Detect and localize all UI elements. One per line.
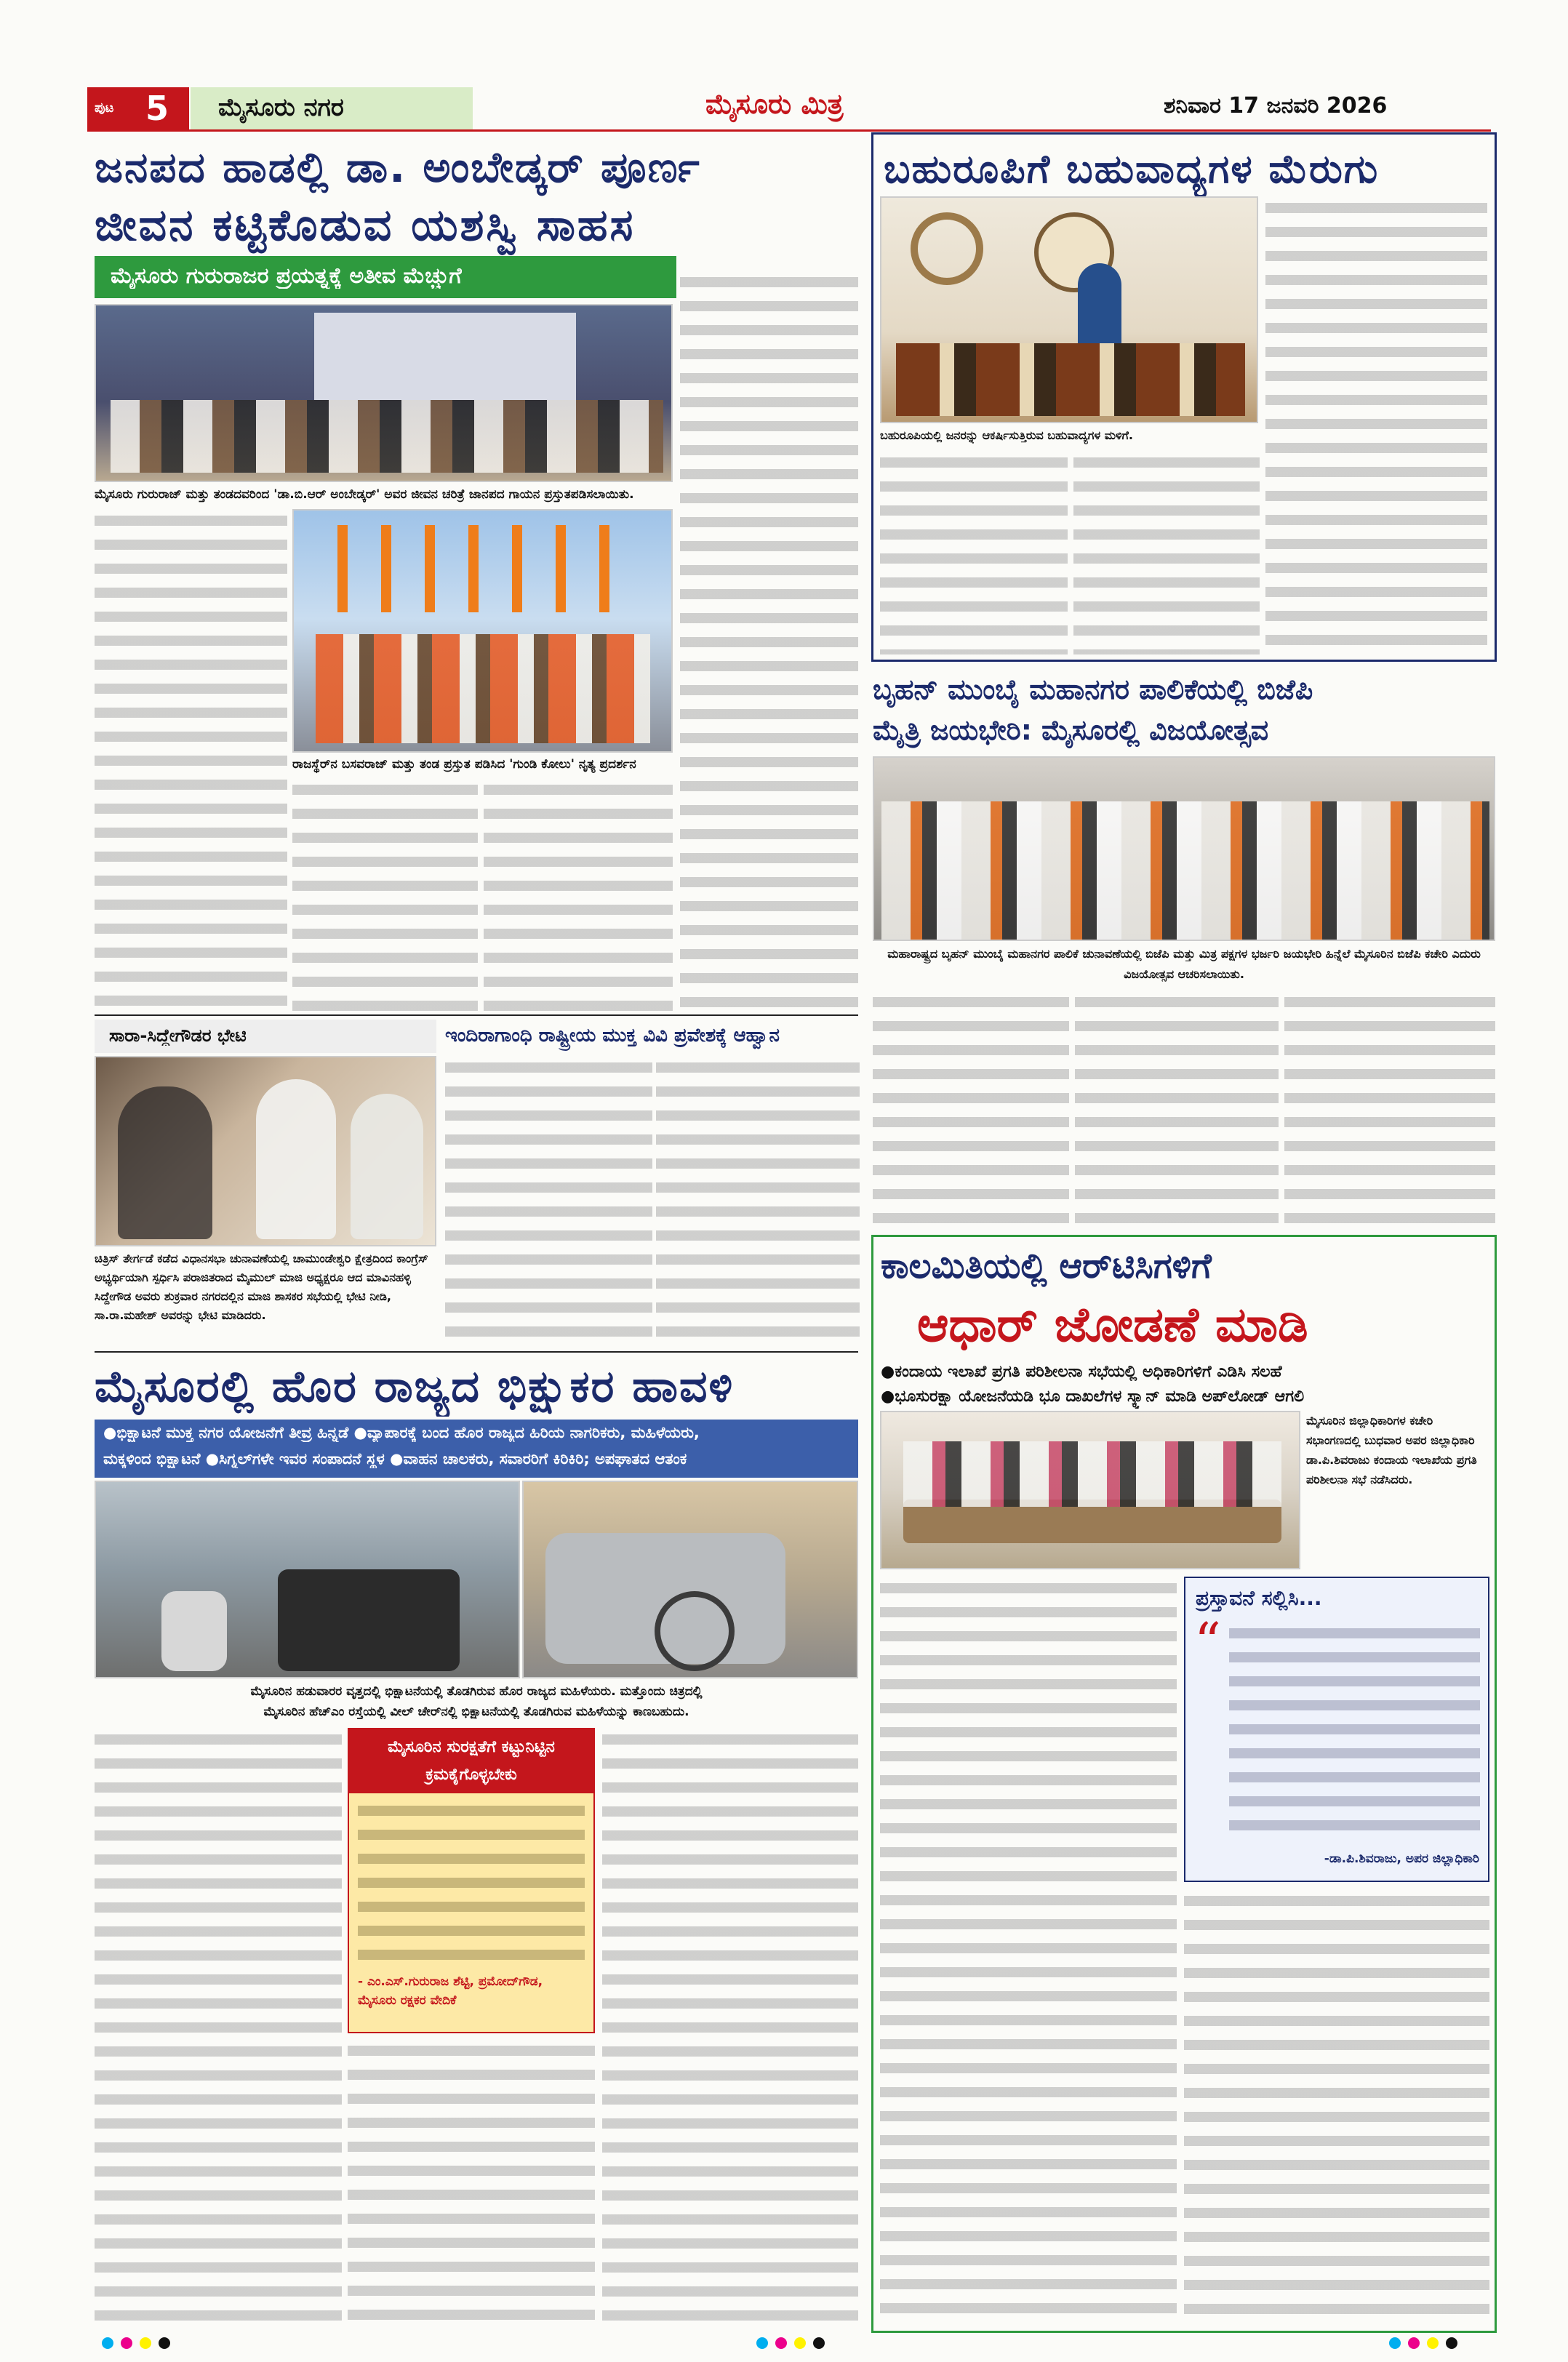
aadhaar-side-box — [1184, 1577, 1489, 1882]
print-marks-right — [1389, 2337, 1469, 2352]
aadhaar-bullet-2: ●ಭೂಸುರಕ್ಷಾ ಯೋಜನೆಯಡಿ ಭೂ ದಾಖಲೆಗಳ ಸ್ಕ್ಯಾನ್ ಮಾಡಿ ಅಪ್‌ಲೋಡ್ ಆಗಲಿ — [881, 1388, 1305, 1406]
dancers-shape — [316, 634, 650, 743]
lead-deck — [95, 256, 676, 298]
bjp-body-col1 — [873, 990, 1069, 1230]
masthead — [0, 80, 1568, 131]
beggars-body-col2 — [348, 2039, 595, 2330]
masthead-date: ಶನಿವಾರ 17 ಜನವರಿ 2026 — [1164, 93, 1388, 119]
meeting-people — [903, 1441, 1281, 1507]
bjp-body-col2 — [1075, 990, 1279, 1230]
bjp-headline-line1: ಬೃಹನ್ ಮುಂಬೈ ಮಹಾನಗರ ಪಾಲಿಕೆಯಲ್ಲಿ ಬಿಜೆಪಿ — [873, 673, 1313, 705]
beggars-photo-2 — [522, 1481, 858, 1678]
beggars-photo-1 — [95, 1481, 520, 1678]
people-shape-2 — [256, 1079, 336, 1239]
page-label-box — [87, 87, 189, 129]
music-body-col2 — [1073, 451, 1260, 654]
reg-dot — [794, 2337, 806, 2349]
univ-body-col2 — [656, 1056, 860, 1347]
dance-flags — [337, 525, 628, 612]
print-marks-center — [756, 2337, 836, 2352]
quote-icon: “ — [1194, 1612, 1221, 1673]
aadhaar-headline: ಆಧಾರ್ ಜೋಡಣೆ ಮಾಡಿ — [917, 1297, 1308, 1353]
reg-dot — [813, 2337, 825, 2349]
reg-dot — [102, 2337, 113, 2349]
lead-body-col4 — [680, 271, 858, 1012]
reg-dot — [756, 2337, 768, 2349]
univ-body-col1 — [445, 1056, 652, 1347]
sidebar-heading: ಮೈಸೂರಿನ ಸುರಕ್ಷತೆಗೆ ಕಟ್ಟುನಿಟ್ಟಿನ ಕ್ರಮಕೈಗೊಳ್ಳಬೇಕು — [388, 1738, 555, 1784]
beggars-body-col3 — [602, 1728, 858, 2331]
beggars-sidebar — [348, 1728, 595, 2033]
wheelchair-shape — [655, 1591, 735, 1671]
music-body-col1 — [880, 451, 1068, 654]
jeep-shape — [278, 1569, 460, 1671]
lead-body-col3 — [484, 778, 673, 1011]
lead-photo-1-caption: ಮೈಸೂರು ಗುರುರಾಜ್ ಮತ್ತು ತಂಡದವರಿಂದ 'ಡಾ.ಬಿ.ಆರ್ ಅಂಬೇಡ್ಕರ್' ಅವರ ಜೀವನ ಚರಿತ್ರೆ ಜಾನಪದ ಗಾಯನ ಪ್ರಸ್ತುತಪಡಿಸಲಾಯಿತು. — [95, 487, 634, 502]
saaraa-caption: ಚಿತ್ರಿಸ್ ತೇರ್ಗಡೆ ಕಡೆದ ವಿಧಾನಸಭಾ ಚುನಾವಣೆಯಲ್ಲಿ ಚಾಮುಂಡೇಶ್ವರಿ ಕ್ಷೇತ್ರದಿಂದ ಕಾಂಗ್ರೆಸ್ ಅಭ್ಯರ್ಥಿಯಾಗಿ ಸ್ಪರ್ಧಿಸಿ ಪರಾಜಿತರಾದ ಮೈಮುಲ್ ಮಾಜಿ ಅಧ್ಯಕ್ಷರೂ ಆದ ಮಾವಿನಹಳ್ಳಿ ಸಿದ್ದೇಗೌಡ ಅವರು ಶುಕ್ರವಾರ ನಗರದಲ್ಲಿನ ಮಾಜಿ ಶಾಸಕರ ಸಭೆಯಲ್ಲಿ ಭೇಟಿ ನೀಡಿ, ಸಾ.ರಾ.ಮಹೇಶ್ ಅವರನ್ನು ಭೇಟಿ ಮಾಡಿದರು. — [95, 1252, 428, 1322]
saaraa-label-box — [95, 1020, 436, 1053]
beggars-caption-2: ಮೈಸೂರಿನ ಹೆಚ್‌ಎಂ ರಸ್ತೆಯಲ್ಲಿ ವೀಲ್ ಚೇರ್‌ನಲ್ಲಿ ಭಿಕ್ಷಾಟನೆಯಲ್ಲಿ ತೊಡಗಿರುವ ಮಹಿಳೆಯನ್ನು ಕಾಣಬಹುದು. — [263, 1705, 689, 1719]
scooter-shape — [161, 1591, 227, 1671]
saaraa-label: ಸಾರಾ-ಸಿದ್ದೇಗೌಡರ ಭೇಟಿ — [109, 1025, 247, 1046]
reg-dot — [1427, 2337, 1439, 2349]
beggars-bullet-1: ●ಭಿಕ್ಷಾಟನೆ ಮುಕ್ತ ನಗರ ಯೋಜನೆಗೆ ತೀವ್ರ ಹಿನ್ನಡೆ ●ವ್ಯಾಪಾರಕ್ಕೆ ಬಂದ ಹೊರ ರಾಜ್ಯದ ಹಿರಿಯ ನಾಗರಿಕರು, ಮಹಿಳೆಯರು, — [103, 1424, 700, 1441]
crowd-shape — [881, 801, 1489, 940]
lead-photo-2-caption: ರಾಜಸ್ಥೆರ್‌ನ ಬಸವರಾಜ್ ಮತ್ತು ತಂಡ ಪ್ರಸ್ತುತ ಪಡಿಸಿದ 'ಗುಂಡಿ ಕೋಲು' ನೃತ್ಯ ಪ್ರದರ್ಶನ — [292, 757, 636, 772]
reg-dot — [1389, 2337, 1401, 2349]
beggars-bullets — [95, 1420, 858, 1478]
people-shape-3 — [351, 1094, 423, 1239]
people-shape-1 — [118, 1086, 212, 1239]
music-body-right — [1265, 196, 1487, 654]
saaraa-photo — [95, 1056, 436, 1246]
reg-dot — [775, 2337, 787, 2349]
music-caption: ಬಹುರೂಪಿಯಲ್ಲಿ ಜನರನ್ನು ಆಕರ್ಷಿಸುತ್ತಿರುವ ಬಹುವಾದ್ಯಗಳ ಮಳಿಗೆ. — [880, 428, 1134, 442]
beggars-bullet-2: ಮಕ್ಕಳಿಂದ ಭಿಕ್ಷಾಟನೆ ●ಸಿಗ್ನಲ್‌ಗಳೇ ಇವರ ಸಂಪಾದನೆ ಸ್ಥಳ ●ವಾಹನ ಚಾಲಕರು, ಸವಾರರಿಗೆ ಕಿರಿಕಿರಿ; ಅಪಘಾತದ ಆತಂಕ — [103, 1450, 687, 1468]
lead-photo-1 — [95, 304, 673, 482]
sidebar-body — [358, 1799, 585, 1966]
sidebar-heading-box — [349, 1729, 593, 1793]
reg-dot — [1408, 2337, 1420, 2349]
performers-shape — [111, 400, 663, 473]
aadhaar-photo — [880, 1411, 1300, 1569]
page-label: ಪುಟ — [95, 100, 114, 116]
drums-row — [896, 343, 1245, 416]
lead-headline-line2: ಜೀವನ ಕಟ್ಟಿಕೊಡುವ ಯಶಸ್ವಿ ಸಾಹಸ — [95, 200, 636, 251]
aadhaar-body-col2 — [1184, 1889, 1489, 2326]
music-photo — [880, 196, 1258, 423]
section-box — [191, 87, 473, 129]
mid-rule — [95, 1351, 858, 1353]
aadhaar-box-heading: ಪ್ರಸ್ತಾವನೆ ಸಲ್ಲಿಸಿ... — [1196, 1586, 1322, 1610]
masthead-rule — [87, 129, 1491, 132]
beggars-headline: ಮೈಸೂರಲ್ಲಿ ಹೊರ ರಾಜ್ಯದ ಭಿಕ್ಷುಕರ ಹಾವಳಿ — [95, 1361, 735, 1412]
reg-dot — [121, 2337, 132, 2349]
aadhaar-box-sign: -ಡಾ.ಪಿ.ಶಿವರಾಜು, ಅಪರ ಜಿಲ್ಲಾಧಿಕಾರಿ — [1324, 1851, 1479, 1866]
stage-backdrop — [314, 313, 576, 400]
lead-body-col2 — [292, 778, 478, 1011]
section-name: ಮೈಸೂರು ನಗರ — [218, 93, 344, 122]
reg-dot — [140, 2337, 151, 2349]
sidebar-sign: - ಎಂ.ಎಸ್.ಗುರುರಾಜ ಶೆಟ್ಟಿ, ಪ್ರಮೋದ್‌ಗೌಡ, ಮೈಸೂರು ರಕ್ಷಕರ ವೇದಿಕೆ — [358, 1974, 543, 2008]
beggars-caption-1: ಮೈಸೂರಿನ ಹಡುವಾರರ ವೃತ್ತದಲ್ಲಿ ಭಿಕ್ಷಾಟನೆಯಲ್ಲಿ ತೊಡಗಿರುವ ಹೊರ ರಾಜ್ಯದ ಮಹಿಳೆಯರು. ಮತ್ತೊಂದು ಚಿತ್ರದಲ್ಲಿ — [250, 1684, 703, 1699]
aadhaar-body-col1 — [880, 1577, 1177, 2326]
aadhaar-kicker: ಕಾಲಮಿತಿಯಲ್ಲಿ ಆರ್‌ಟಿಸಿಗಳಿಗೆ — [881, 1246, 1212, 1286]
aadhaar-bullet-1: ●ಕಂದಾಯ ಇಲಾಖೆ ಪ್ರಗತಿ ಪರಿಶೀಲನಾ ಸಭೆಯಲ್ಲಿ ಅಧಿಕಾರಿಗಳಿಗೆ ಎಡಿಸಿ ಸಲಹೆ — [881, 1363, 1282, 1381]
lead-photo-2 — [292, 509, 673, 753]
drum-shape-1 — [911, 212, 983, 285]
bjp-caption: ಮಹಾರಾಷ್ಟ್ರದ ಬೃಹನ್ ಮುಂಬೈ ಮಹಾನಗರ ಪಾಲಿಕೆ ಚುನಾವಣೆಯಲ್ಲಿ ಬಿಜೆಪಿ ಮತ್ತು ಮಿತ್ರ ಪಕ್ಷಗಳ ಭರ್ಜರಿ ಜಯಭೇರಿ ಹಿನ್ನೆಲೆ ಮೈಸೂರಿನ ಬಿಜೆಪಿ ಕಚೇರಿ ಎದುರು ವಿಜಯೋತ್ಸವ ಆಚರಿಸಲಾಯಿತು. — [887, 947, 1481, 981]
bjp-headline-line2: ಮೈತ್ರಿ ಜಯಭೇರಿ: ಮೈಸೂರಲ್ಲಿ ವಿಜಯೋತ್ಸವ — [873, 714, 1269, 746]
paper-name: ಮೈಸೂರು ಮಿತ್ರ — [705, 87, 844, 120]
lead-bottom-rule — [95, 1014, 858, 1016]
lead-headline-line1: ಜನಪದ ಹಾಡಲ್ಲಿ ಡಾ. ಅಂಬೇಡ್ಕರ್ ಪೂರ್ಣ — [95, 143, 701, 192]
univ-headline: ಇಂದಿರಾಗಾಂಧಿ ರಾಷ್ಟ್ರೀಯ ಮುಕ್ತ ವಿವಿ ಪ್ರವೇಶಕ್ಕೆ ಆಹ್ವಾನ — [445, 1025, 780, 1046]
reg-dot — [159, 2337, 170, 2349]
print-marks-left — [102, 2337, 182, 2352]
reg-dot — [1446, 2337, 1457, 2349]
page-number: 5 — [145, 89, 169, 128]
beggars-body-col1 — [95, 1728, 342, 2331]
aadhaar-box-body — [1229, 1622, 1480, 1840]
lead-deck-text: ಮೈಸೂರು ಗುರುರಾಜರ ಪ್ರಯತ್ನಕ್ಕೆ ಅತೀವ ಮೆಚ್ಚುಗೆ — [111, 263, 462, 289]
bjp-body-col3 — [1284, 990, 1495, 1230]
aadhaar-photo-caption: ಮೈಸೂರಿನ ಜಿಲ್ಲಾಧಿಕಾರಿಗಳ ಕಚೇರಿ ಸಭಾಂಗಣದಲ್ಲಿ ಬುಧವಾರ ಅಪರ ಜಿಲ್ಲಾಧಿಕಾರಿ ಡಾ.ಪಿ.ಶಿವರಾಜು ಕಂದಾಯ ಇಲಾಖೆಯ ಪ್ರಗತಿ ಪರಿಶೀಲನಾ ಸಭೆ ನಡೆಸಿದರು. — [1306, 1414, 1477, 1486]
bjp-photo — [873, 756, 1495, 941]
music-headline: ಬಹುರೂಪಿಗೆ ಬಹುವಾದ್ಯಗಳ ಮೆರುಗು — [884, 146, 1380, 192]
